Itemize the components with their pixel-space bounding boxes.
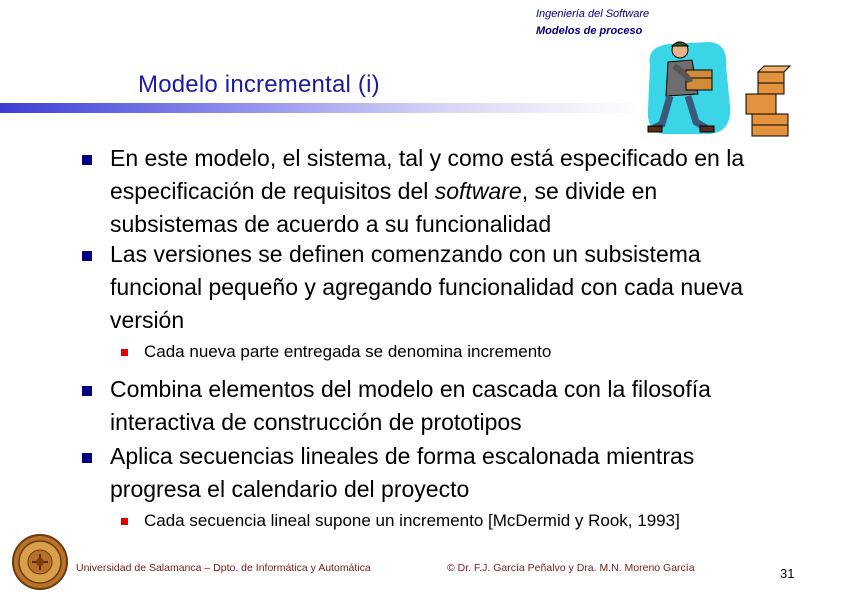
page-number: 31 (780, 566, 795, 581)
bullet-4-sub: Cada secuencia lineal supone un incremento [McDermid y Rook, 1993] (144, 511, 680, 530)
bullet-marker (82, 453, 92, 463)
footer-university: Universidad de Salamanca – Dpto. de Informática y Automática (76, 562, 371, 574)
bullet-2-line-3: versión (110, 307, 185, 333)
footer-copyright: © Dr. F.J. García Peñalvo y Dra. M.N. Moreno García (447, 562, 695, 574)
bullet-2-sub: Cada nueva parte entregada se denomina incremento (144, 342, 552, 361)
bullet-2-line-2: funcional pequeño y agregando funcionalidad con cada nueva (110, 274, 744, 300)
header-topic: Modelos de proceso (536, 25, 643, 37)
bullet-4-line-1: Aplica secuencias lineales de forma escalonada mientras (110, 443, 695, 469)
title-gradient-bar (0, 103, 640, 113)
sub-bullet-marker (121, 349, 128, 356)
bullet-marker (82, 155, 92, 165)
bullet-3-line-2: interactiva de construcción de prototipos (110, 409, 522, 435)
bullet-1-line-1: En este modelo, el sistema, tal y como está especificado en la (110, 145, 745, 171)
header-course: Ingeniería del Software (536, 8, 650, 20)
bullet-3-line-1: Combina elementos del modelo en cascada con la filosofía (110, 376, 711, 402)
bullet-1-line-2: especificación de requisitos del software, se divide en (110, 178, 658, 204)
software-term: software (434, 178, 522, 204)
slide-title: Modelo incremental (i) (138, 71, 380, 98)
university-seal-icon (12, 534, 68, 590)
delivery-man-clipart (640, 36, 800, 140)
bullet-4-line-2: progresa el calendario del proyecto (110, 476, 470, 502)
bullet-marker (82, 386, 92, 396)
bullet-marker (82, 251, 92, 261)
sub-bullet-marker (121, 518, 128, 525)
bullet-2-line-1: Las versiones se definen comenzando con un subsistema (110, 241, 701, 267)
bullet-1-line-3: subsistemas de acuerdo a su funcionalidad (110, 211, 552, 237)
